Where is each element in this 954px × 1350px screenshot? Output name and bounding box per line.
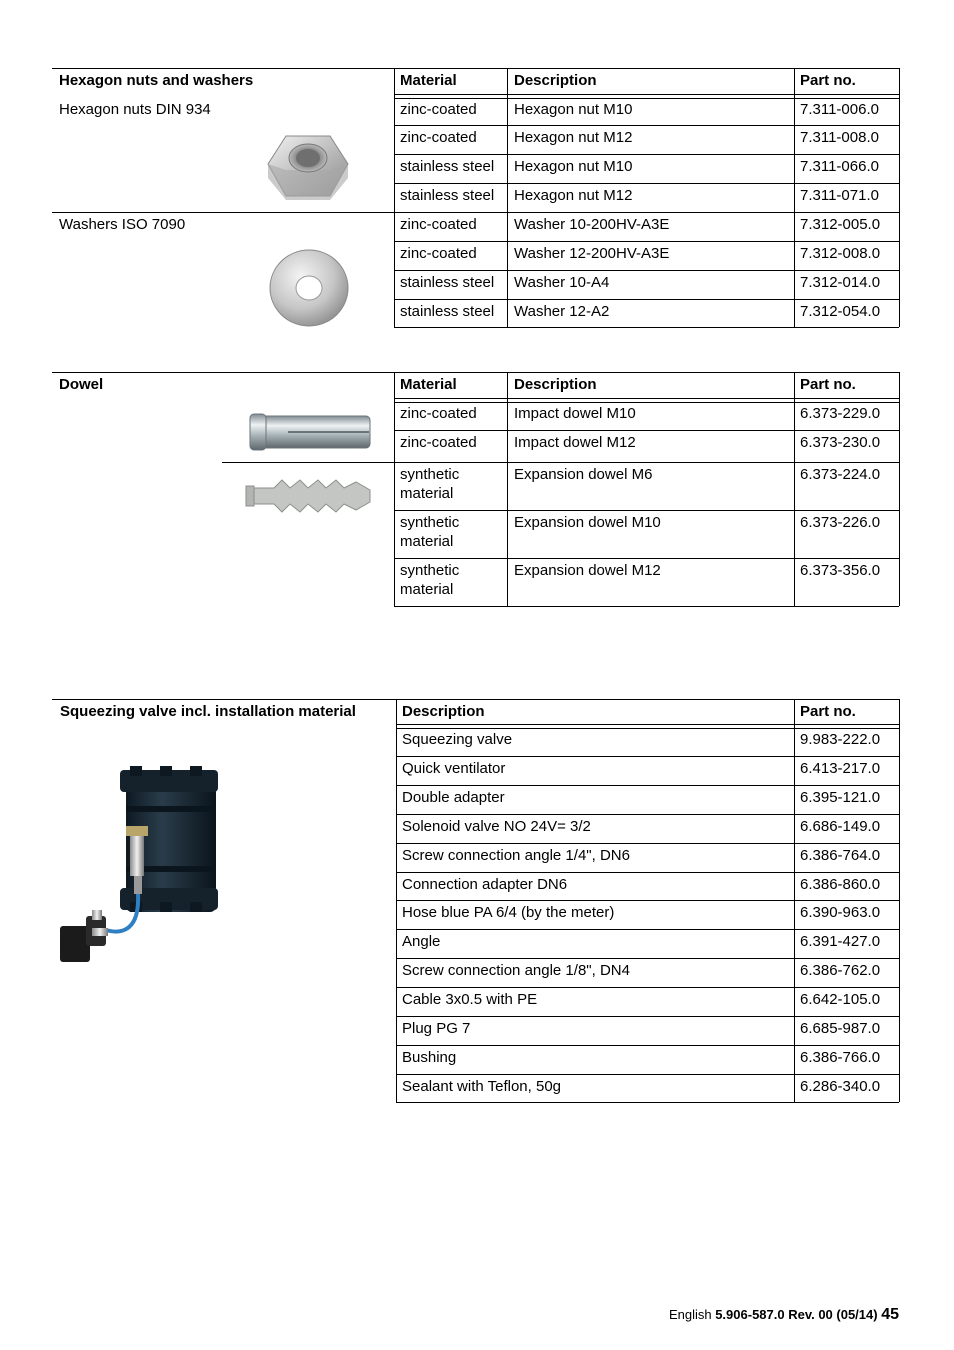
expansion-dowel-image (244, 472, 374, 520)
description-cell: Hexagon nut M10 (514, 158, 633, 175)
material-cell: stainless steel (400, 158, 495, 175)
column-header-part-no: Part no. (800, 703, 856, 720)
description-cell: Bushing (402, 1049, 457, 1066)
footer-doc-ref: 5.906-587.0 Rev. 00 (05/14) (715, 1307, 878, 1322)
column-header-description: Description (514, 376, 597, 393)
material-cell: zinc-coated (400, 216, 477, 233)
column-header-material: Material (400, 376, 457, 393)
description-cell: Angle (402, 933, 441, 950)
material-cell: synthetic material (400, 466, 460, 502)
part-no-cell: 7.312-008.0 (800, 245, 881, 262)
description-cell: Expansion dowel M10 (514, 514, 661, 531)
part-no-cell: 6.386-766.0 (800, 1049, 881, 1066)
part-no-cell: 6.395-121.0 (800, 789, 881, 806)
material-cell: synthetic material (400, 562, 460, 598)
part-no-cell: 6.642-105.0 (800, 991, 881, 1008)
part-no-cell: 6.391-427.0 (800, 933, 881, 950)
part-no-cell: 6.686-149.0 (800, 818, 881, 835)
part-no-cell: 6.373-356.0 (800, 562, 881, 579)
part-no-cell: 6.390-963.0 (800, 904, 881, 921)
part-no-cell: 6.386-860.0 (800, 876, 881, 893)
footer-language: English (668, 1307, 712, 1322)
description-cell: Expansion dowel M6 (514, 466, 653, 483)
description-cell: Screw connection angle 1/4", DN6 (402, 847, 630, 864)
column-header-description: Description (402, 703, 485, 720)
description-cell: Plug PG 7 (402, 1020, 471, 1037)
part-no-cell: 6.373-230.0 (800, 434, 881, 451)
part-no-cell: 7.311-066.0 (800, 158, 879, 175)
description-cell: Washer 10-200HV-A3E (514, 216, 670, 233)
material-cell: zinc-coated (400, 434, 477, 451)
description-cell: Washer 10-A4 (514, 274, 610, 291)
description-cell: Solenoid valve NO 24V= 3/2 (402, 818, 591, 835)
column-header-material: Material (400, 72, 457, 89)
part-no-cell: 6.386-762.0 (800, 962, 881, 979)
part-no-cell: 6.386-764.0 (800, 847, 881, 864)
part-no-cell: 7.311-006.0 (800, 101, 879, 118)
impact-dowel-image (248, 410, 374, 454)
squeezing-valve-image (56, 766, 222, 970)
description-cell: Quick ventilator (402, 760, 506, 777)
description-cell: Hexagon nut M10 (514, 101, 633, 118)
description-cell: Double adapter (402, 789, 505, 806)
part-no-cell: 7.312-014.0 (800, 274, 881, 291)
page-footer (669, 1306, 899, 1324)
description-cell: Impact dowel M10 (514, 405, 636, 422)
part-no-cell: 6.286-340.0 (800, 1078, 881, 1095)
section-title: Dowel (59, 376, 104, 393)
material-cell: zinc-coated (400, 405, 477, 422)
description-cell: Connection adapter DN6 (402, 876, 568, 893)
material-cell: stainless steel (400, 274, 495, 291)
part-no-cell: 7.312-054.0 (800, 303, 881, 320)
material-cell: stainless steel (400, 303, 495, 320)
material-cell: stainless steel (400, 187, 495, 204)
part-no-cell: 6.413-217.0 (800, 760, 881, 777)
column-header-part-no: Part no. (800, 376, 856, 393)
hexagon-nut-image (266, 134, 350, 202)
group-label-hexagon-nuts: Hexagon nuts DIN 934 (59, 101, 211, 118)
group-label-washers: Washers ISO 7090 (59, 216, 186, 233)
part-no-cell: 9.983-222.0 (800, 731, 881, 748)
column-header-part-no: Part no. (800, 72, 856, 89)
part-no-cell: 6.373-224.0 (800, 466, 881, 483)
description-cell: Hose blue PA 6/4 (by the meter) (402, 904, 615, 921)
material-cell: synthetic material (400, 514, 460, 550)
description-cell: Expansion dowel M12 (514, 562, 661, 579)
description-cell: Washer 12-A2 (514, 303, 610, 320)
section-title: Hexagon nuts and washers (59, 72, 254, 89)
description-cell: Sealant with Teflon, 50g (402, 1078, 562, 1095)
material-cell: zinc-coated (400, 245, 477, 262)
part-no-cell: 6.685-987.0 (800, 1020, 881, 1037)
description-cell: Screw connection angle 1/8", DN4 (402, 962, 630, 979)
material-cell: zinc-coated (400, 129, 477, 146)
material-cell: zinc-coated (400, 101, 477, 118)
description-cell: Hexagon nut M12 (514, 187, 633, 204)
part-no-cell: 7.312-005.0 (800, 216, 881, 233)
section-title: Squeezing valve incl. installation material (60, 703, 356, 720)
description-cell: Cable 3x0.5 with PE (402, 991, 538, 1008)
washer-image (268, 248, 350, 328)
description-cell: Hexagon nut M12 (514, 129, 633, 146)
part-no-cell: 6.373-226.0 (800, 514, 881, 531)
part-no-cell: 7.311-071.0 (800, 187, 879, 204)
part-no-cell: 6.373-229.0 (800, 405, 881, 422)
page-number: 45 (881, 1306, 899, 1323)
part-no-cell: 7.311-008.0 (800, 129, 879, 146)
description-cell: Washer 12-200HV-A3E (514, 245, 670, 262)
column-header-description: Description (514, 72, 597, 89)
description-cell: Impact dowel M12 (514, 434, 636, 451)
description-cell: Squeezing valve (402, 731, 513, 748)
